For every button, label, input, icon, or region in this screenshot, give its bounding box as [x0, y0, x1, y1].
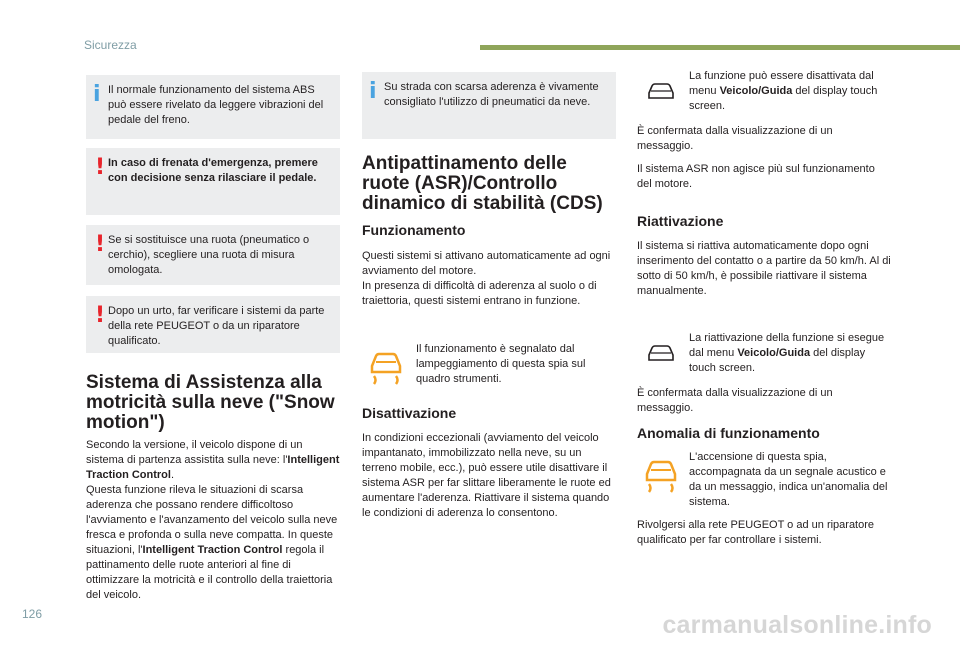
snow-motion-text-1: Secondo la versione, il veicolo dispone di un sistema di partenza assistita sulla neve: l'	[86, 439, 303, 466]
deactivation-text-1: La funzione può essere disattivata dal menu	[689, 70, 874, 97]
warning-note-crash	[86, 296, 340, 353]
warning-icon: !	[95, 232, 106, 257]
warn-wheel-text: Se si sostituisce una ruota (pneumatico o cerchio), scegliere una ruota di misura omologata.	[108, 234, 310, 276]
heading-riattivazione: Riattivazione	[637, 213, 724, 229]
warning-note-brake	[86, 148, 340, 215]
anomaly-row	[637, 450, 891, 510]
contact-dealer-text: Rivolgersi alla rete PEUGEOT o ad un riparatore qualificato per far controllare i sistemi.	[637, 519, 875, 546]
asr-warning-lamp-row	[362, 342, 616, 387]
info-note-abs	[86, 75, 340, 139]
snow-motion-body	[86, 438, 340, 603]
note-tyres-text: Su strada con scarsa aderenza è vivamente consigliato l'utilizzo di pneumatici da neve.	[384, 81, 599, 108]
confirm-message-1: È confermata dalla visualizzazione di un messaggio.	[637, 125, 833, 152]
warn-brake-text: In caso di frenata d'emergenza, premere con decisione senza rilasciare il pedale.	[108, 157, 318, 184]
heading-funzionamento: Funzionamento	[362, 222, 466, 238]
car-icon	[647, 343, 675, 363]
deactivation-text-2: del display touch screen.	[689, 85, 878, 112]
menu-separator: /	[758, 85, 762, 97]
info-note-tyres	[362, 72, 616, 139]
warning-icon: !	[95, 155, 106, 180]
confirm-message-2: È confermata dalla visualizzazione di un messaggio.	[637, 387, 833, 414]
funzionamento-text-1: Questi sistemi si attivano automaticamente ad ogni avviamento del motore.	[362, 250, 611, 277]
warning-icon: !	[95, 303, 106, 328]
skid-warning-lamp-icon	[641, 454, 681, 494]
heading-anomalia: Anomalia di funzionamento	[637, 425, 820, 441]
deactivation-row	[637, 69, 891, 114]
section-title-snow-motion: Sistema di Assistenza alla motricità sulla neve ("Snow motion")	[86, 372, 335, 433]
section-header: Sicurezza	[84, 38, 137, 52]
info-icon: i	[369, 79, 377, 104]
reactivation-text-2: del display touch screen.	[689, 347, 866, 374]
funzionamento-text-2: In presenza di difficoltà di aderenza al suolo o di traiettoria, questi sistemi entrano in funzione.	[362, 280, 597, 307]
menu-veicolo: Veicolo	[737, 347, 776, 359]
header-rule	[480, 45, 960, 50]
snow-motion-text-2: .	[170, 469, 175, 481]
snow-motion-text-4: regola il pattinamento delle ruote anteriori al fine di ottimizzare la motricità e il controllo della traiettoria del veicolo.	[86, 544, 333, 601]
column-left	[86, 60, 340, 601]
anomaly-text: L'accensione di questa spia, accompagnata da un segnale acustico e da un messaggio, indica un'anomalia del sistema.	[689, 451, 888, 508]
itc-name-1: Intelligent Traction Control	[86, 454, 340, 481]
warning-note-wheel	[86, 225, 340, 285]
funzionamento-text	[362, 249, 616, 309]
page-number: 126	[22, 607, 43, 621]
reactivation-text	[689, 331, 891, 376]
heading-disattivazione: Disattivazione	[362, 405, 457, 421]
section-title-asr: Antipattinamento delle ruote (ASR)/Controllo dinamico di stabilità (CDS)	[362, 153, 603, 214]
snow-motion-text-3: Questa funzione rileva le situazioni di scarsa aderenza che possano rendere difficoltoso l'avviamento e l'avanzamento del veicolo sulla neve fresca e profonda o sulla neve compatta. In queste situazioni, l'	[86, 484, 338, 556]
reactivation-row	[637, 331, 891, 376]
watermark-logo: carmanualsonline.info	[662, 611, 932, 639]
menu-guida: Guida	[761, 85, 793, 97]
warn-crash-text: Dopo un urto, far verificare i sistemi da parte della rete PEUGEOT o da un riparatore qualificato.	[108, 305, 325, 347]
disattivazione-text: In condizioni eccezionali (avviamento del veicolo impantanato, immobilizzato nella neve, su un terreno mobile, ecc.), può essere utile disattivare il sistema ASR per far slittare liberamente le ruote ed aumentare l'aderenza. Riattivare il sistema quando le condizioni di aderenza lo consentono.	[362, 432, 611, 519]
asr-lamp-text: Il funzionamento è segnalato dal lampeggiamento di questa spia sul quadro strumenti.	[416, 343, 586, 385]
asr-engine-note: Il sistema ASR non agisce più sul funzionamento del motore.	[637, 163, 875, 190]
riattivazione-text: Il sistema si riattiva automaticamente dopo ogni inserimento del contatto o a partire da 50 km/h. Al di sotto di 50 km/h, è possibile riattivare il sistema manualmente.	[637, 240, 891, 297]
menu-veicolo: Veicolo	[719, 85, 759, 97]
itc-name-2: Intelligent Traction Control	[142, 544, 283, 556]
note-abs-text: Il normale funzionamento del sistema ABS può essere rivelato da leggere vibrazioni del pedale del freno.	[108, 84, 324, 126]
info-icon: i	[93, 82, 101, 107]
car-icon	[647, 81, 675, 101]
menu-guida: Guida	[778, 347, 811, 359]
deactivation-text	[689, 69, 891, 114]
menu-separator: /	[775, 347, 779, 359]
skid-warning-lamp-icon	[366, 346, 406, 386]
reactivation-text-1: La riattivazione della funzione si esegue dal menu	[689, 332, 885, 359]
